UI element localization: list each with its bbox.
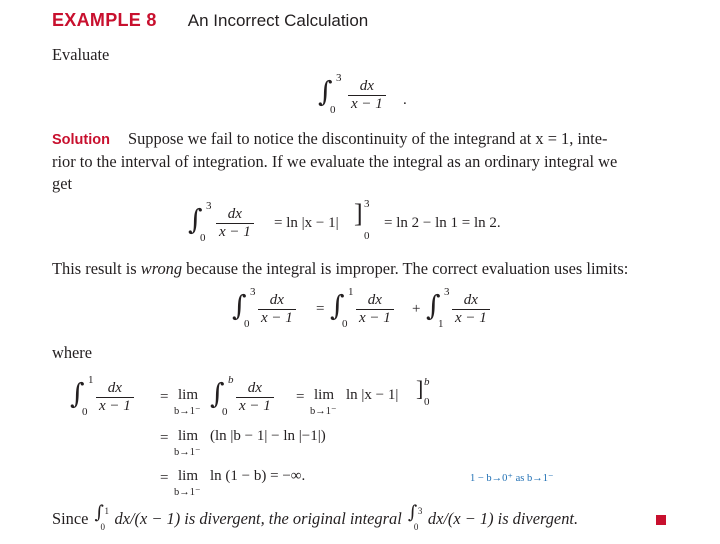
margin-note: 1 − b→0⁺ as b→1⁻ — [470, 473, 554, 484]
example-header — [52, 10, 368, 31]
solution-label: Solution — [52, 132, 110, 148]
conclusion-sentence: Since ∫ 1 0 dx/(x − 1) is divergent, the original integral ∫ 3 0 dx/(x − 1) is divergent. — [52, 502, 579, 532]
where-text: where — [52, 343, 93, 362]
solution-paragraph: Solution Suppose we fail to notice the discontinuity of the integrand at x = 1, inte- rior to the interval of integration. If we evaluate the integral as an ordinary integral we get — [52, 129, 618, 193]
prompt-text: Evaluate — [52, 45, 110, 64]
example-label: EXAMPLE 8 — [52, 10, 157, 30]
end-of-example-square-icon — [656, 515, 666, 525]
result-sentence: This result is wrong because the integral is improper. The correct evaluation uses limits: — [52, 259, 629, 278]
example-title: An Incorrect Calculation — [187, 11, 369, 30]
